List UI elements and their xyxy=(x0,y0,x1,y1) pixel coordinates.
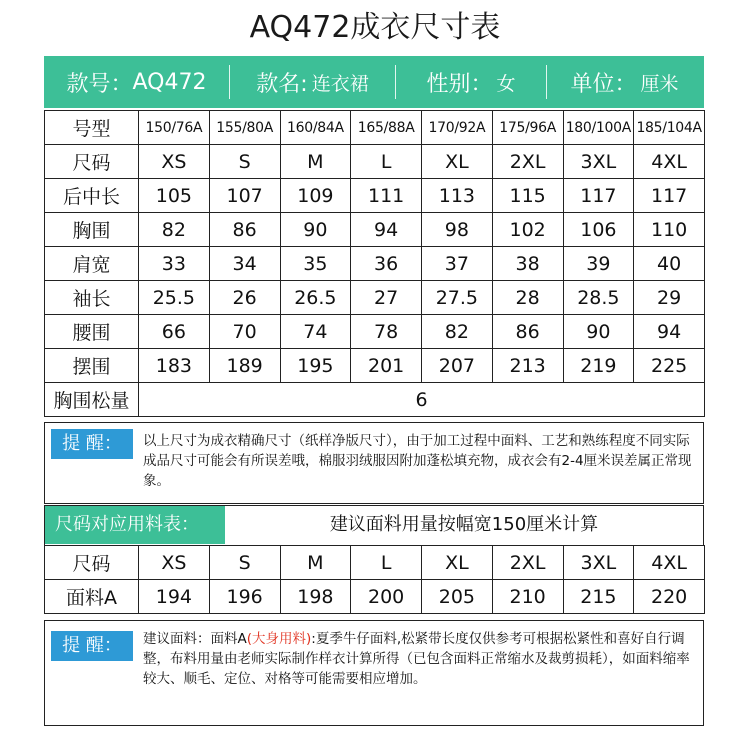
table-cell: 74 xyxy=(280,315,351,349)
row-label: 袖长 xyxy=(45,281,139,315)
ease-value: 6 xyxy=(139,383,705,417)
table-cell: 107 xyxy=(209,179,280,213)
table-cell: 160/84A xyxy=(280,111,351,145)
table-cell: 70 xyxy=(209,315,280,349)
material-header xyxy=(44,505,704,545)
table-cell: 86 xyxy=(492,315,563,349)
table-cell: 106 xyxy=(563,213,634,247)
table-cell: 194 xyxy=(139,580,210,614)
table-cell: 185/104A xyxy=(634,111,705,145)
table-cell: 111 xyxy=(351,179,422,213)
table-cell: 26.5 xyxy=(280,281,351,315)
unit-field xyxy=(547,56,702,108)
table-row xyxy=(45,111,705,145)
material-subtitle: 建议面料用量按幅宽150厘米计算 xyxy=(329,514,599,535)
table-cell: 205 xyxy=(422,580,493,614)
table-row xyxy=(45,179,705,213)
gender-value: 女 xyxy=(496,72,516,95)
table-cell: 4XL xyxy=(634,546,705,580)
table-cell: 198 xyxy=(280,580,351,614)
table-cell: 109 xyxy=(280,179,351,213)
table-cell: M xyxy=(280,145,351,179)
row-label: 面料A xyxy=(45,580,139,614)
table-cell: 110 xyxy=(634,213,705,247)
table-cell: 105 xyxy=(139,179,210,213)
table-cell: 39 xyxy=(563,247,634,281)
table-cell: 117 xyxy=(634,179,705,213)
style-no-field xyxy=(44,56,229,108)
table-cell: 220 xyxy=(634,580,705,614)
ease-label: 胸围松量 xyxy=(45,383,139,417)
table-cell: 90 xyxy=(280,213,351,247)
table-cell: XS xyxy=(139,546,210,580)
note-badge: 提 醒： xyxy=(51,429,133,459)
table-cell: 27 xyxy=(351,281,422,315)
table-cell: 33 xyxy=(139,247,210,281)
table-cell: 219 xyxy=(563,349,634,383)
table-cell: 2XL xyxy=(492,546,563,580)
gender-field xyxy=(396,56,546,108)
unit-value: 厘米 xyxy=(640,72,679,95)
table-row xyxy=(45,383,705,417)
row-label: 胸围 xyxy=(45,213,139,247)
table-cell: 102 xyxy=(492,213,563,247)
table-cell: 26 xyxy=(209,281,280,315)
note-text-prefix: 建议面料：面料A xyxy=(143,631,247,647)
table-cell: 94 xyxy=(351,213,422,247)
table-cell: 210 xyxy=(492,580,563,614)
table-cell: 175/96A xyxy=(492,111,563,145)
table-cell: 25.5 xyxy=(139,281,210,315)
note-text-rest: :夏季牛仔面料,松紧带长度仅供参考可根据松紧性和喜好自行调整，布料用量由老师实际制作样衣计算所得（已包含面料正常缩水及裁剪损耗），如面料缩率较大、顺毛、定位、对格等可能需要相应增加。 xyxy=(143,631,690,687)
row-label: 腰围 xyxy=(45,315,139,349)
table-cell: 155/80A xyxy=(209,111,280,145)
table-cell: 150/76A xyxy=(139,111,210,145)
table-cell: 215 xyxy=(563,580,634,614)
table-cell: 98 xyxy=(422,213,493,247)
name-field xyxy=(230,56,395,108)
header-bar xyxy=(44,56,704,108)
note-text-highlight: (大身用料) xyxy=(246,631,312,647)
table-cell: 35 xyxy=(280,247,351,281)
table-cell: 117 xyxy=(563,179,634,213)
row-label: 尺码 xyxy=(45,546,139,580)
page-title: AQ472成衣尺寸表 xyxy=(249,10,501,45)
table-cell: 200 xyxy=(351,580,422,614)
table-cell: 3XL xyxy=(563,546,634,580)
table-row xyxy=(45,247,705,281)
table-cell: XS xyxy=(139,145,210,179)
note-text xyxy=(143,629,695,689)
table-cell: 38 xyxy=(492,247,563,281)
table-cell: 201 xyxy=(351,349,422,383)
note-box-1 xyxy=(44,422,704,504)
table-cell: 207 xyxy=(422,349,493,383)
name-value: 连衣裙 xyxy=(311,72,369,95)
row-label: 后中长 xyxy=(45,179,139,213)
table-cell: S xyxy=(209,546,280,580)
table-row xyxy=(45,546,705,580)
size-table xyxy=(44,110,705,417)
row-label: 摆围 xyxy=(45,349,139,383)
row-label: 肩宽 xyxy=(45,247,139,281)
table-cell: 225 xyxy=(634,349,705,383)
table-cell: 28.5 xyxy=(563,281,634,315)
table-cell: 213 xyxy=(492,349,563,383)
table-cell: L xyxy=(351,145,422,179)
table-cell: XL xyxy=(422,145,493,179)
table-cell: 2XL xyxy=(492,145,563,179)
table-cell: 78 xyxy=(351,315,422,349)
table-cell: 115 xyxy=(492,179,563,213)
table-cell: 3XL xyxy=(563,145,634,179)
table-cell: 82 xyxy=(139,213,210,247)
gender-label: 性别： xyxy=(426,71,493,97)
table-row xyxy=(45,213,705,247)
table-cell: 195 xyxy=(280,349,351,383)
table-cell: 86 xyxy=(209,213,280,247)
note-text: 以上尺寸为成衣精确尺寸（纸样净版尺寸），由于加工过程中面料、工艺和熟练程度不同实际成品尺寸可能会有所误差哦，棉服羽绒服因附加蓬松填充物，成衣会有2-4厘米误差属正常现象。 xyxy=(143,433,692,489)
row-label: 尺码 xyxy=(45,145,139,179)
table-row xyxy=(45,315,705,349)
table-row xyxy=(45,281,705,315)
table-cell: 189 xyxy=(209,349,280,383)
table-cell: 36 xyxy=(351,247,422,281)
table-cell: 196 xyxy=(209,580,280,614)
material-title: 尺码对应用料表： xyxy=(45,506,225,544)
table-cell: 29 xyxy=(634,281,705,315)
row-label: 号型 xyxy=(45,111,139,145)
table-row xyxy=(45,349,705,383)
table-cell: 113 xyxy=(422,179,493,213)
table-cell: 34 xyxy=(209,247,280,281)
table-cell: 82 xyxy=(422,315,493,349)
table-cell: 4XL xyxy=(634,145,705,179)
table-cell: XL xyxy=(422,546,493,580)
table-cell: 40 xyxy=(634,247,705,281)
table-cell: 165/88A xyxy=(351,111,422,145)
unit-label: 单位： xyxy=(570,71,637,97)
table-row xyxy=(45,580,705,614)
note-badge: 提 醒： xyxy=(51,631,133,661)
table-cell: M xyxy=(280,546,351,580)
table-cell: L xyxy=(351,546,422,580)
material-table xyxy=(44,545,705,614)
table-cell: 170/92A xyxy=(422,111,493,145)
table-cell: 27.5 xyxy=(422,281,493,315)
table-cell: 180/100A xyxy=(563,111,634,145)
name-label: 款名: xyxy=(256,71,308,97)
style-no-label: 款号： xyxy=(66,71,133,97)
style-no-value: AQ472 xyxy=(132,69,207,95)
table-row xyxy=(45,145,705,179)
table-cell: 90 xyxy=(563,315,634,349)
note-box-2 xyxy=(44,620,704,726)
table-cell: S xyxy=(209,145,280,179)
table-cell: 66 xyxy=(139,315,210,349)
table-cell: 183 xyxy=(139,349,210,383)
table-cell: 28 xyxy=(492,281,563,315)
table-cell: 94 xyxy=(634,315,705,349)
table-cell: 37 xyxy=(422,247,493,281)
